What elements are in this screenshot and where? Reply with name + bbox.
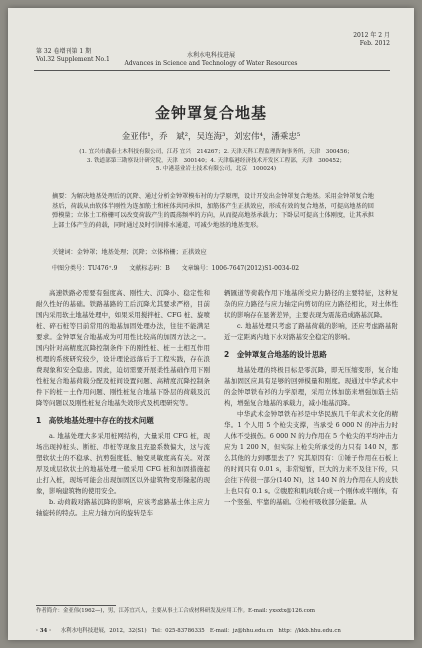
body-column-right bbox=[224, 288, 398, 508]
body-column-left bbox=[36, 288, 210, 519]
journal-page bbox=[8, 8, 414, 640]
header-date bbox=[353, 32, 390, 48]
clc-number: 中图分类号：TU476⁺.9 bbox=[52, 265, 118, 272]
paragraph: 高速铁路必需要有强度高、刚性大、沉降小、稳定性和耐久性好的基础。铁路基路的工后沉降尤其要求严格，目前国内采用软土地基处理中，如果采用搅拌桩、CFG 桩、旋喷桩、碎石桩等目前常用的地基加固处理办法，往往不能满足要求。金钟罩复合地基成为可用性比较高的加固方法之一。国内针对高精度沉降控制条件下的刚性桩、桩－土相互作用机理的系统研究较少，设计理论远落后于工程实践，存在浪费现象和安全隐患。因此，迫切需要开展柔性基础作用下刚性桩复合地基荷载分配及桩间设置问题、高精度沉降控制条件下的桩－土作用问题、刚性桩复合地基下卧层的荷载及沉降等问题以及刚性桩复合地基失效形式及机理研究等。 bbox=[36, 289, 210, 407]
page-footer bbox=[36, 628, 390, 635]
footnote-divider bbox=[36, 605, 116, 606]
volume-cn: 第 32 卷增刊第 1 期 bbox=[36, 48, 92, 55]
author-affiliations bbox=[48, 148, 384, 174]
article-title: 金钟罩复合地基 bbox=[154, 104, 267, 122]
date-cn: 2012 年 2 月 bbox=[353, 32, 390, 39]
journal-cn: 水利水电科技进展 bbox=[186, 52, 235, 59]
article-authors: 金亚伟¹，乔 斌²，吴连海³，刘宏伟⁴，潘乘忠⁵ bbox=[121, 132, 301, 142]
paragraph: a. 地基处理大多采用桩网结构，大量采用 CFG 桩，现场出现掉桩头、断桩、串桩等现象且充盈系数偏大，这与流塑软状土的不稳承、抗剪强度低、触变灵敏度高有关。对深厚及成层软状土的地基处理一般采用 CFG 桩和加固措施起止打入桩，现场可能会出现加固区以外建筑物变形隆起的现象，影响建筑物的使用安全。 bbox=[36, 432, 210, 495]
page-number: · 34 · bbox=[36, 628, 52, 634]
section-heading: 1 高铁地基处理中存在的技术问题 bbox=[36, 416, 154, 425]
paragraph: c. 地基处理只考虑了路基荷载的影响，还应考虑路基附近一定距离内地下水对路基安全稳定的影响。 bbox=[224, 322, 398, 341]
volume-en: Vol.32 Supplement No.1 bbox=[36, 56, 110, 63]
footer-email[interactable]: E-mail：jz@hhu.edu.cn bbox=[209, 628, 274, 634]
classification-line bbox=[52, 264, 374, 273]
journal-en: Advances in Science and Technology of Water Resources bbox=[124, 60, 298, 67]
keywords: 关键词：金钟罩；地基处理；沉降；立体格栅；正拱效应 bbox=[52, 249, 207, 256]
footer-url[interactable]: http：//kkb.hhu.edu.cn bbox=[278, 628, 341, 634]
author-footnote: 作者简介：金亚伟(1962—)，男，江苏宜兴人，主要从事土工合成材料研发及应用工作。E-mail: yxsxtx@126.com bbox=[36, 608, 316, 614]
paragraph: 地基处理的终极目标是零沉降，即无压缩变形，复合地基加固区应具有足够的回弹模量和刚度。现通过中华武术中的金钟罩铁布衫的力学原理，采用立体加筋来增强加筋土结构，增强复合地基的承载力，减小地基沉降。 bbox=[224, 366, 398, 407]
header-divider bbox=[34, 70, 390, 71]
date-en: Feb. 2012 bbox=[359, 40, 390, 47]
footer-journal: 水利水电科技进展，2012，32(S1) bbox=[60, 628, 147, 634]
paragraph: b. 动荷载对路基沉降的影响，应该考虑路基土体主应力轴旋转的特点。主应力轴方向的旋转是车 bbox=[36, 498, 210, 517]
affiliation-line: 5. 中港基业岩土技术有限公司，北京 100024) bbox=[155, 166, 277, 172]
paragraph: 中华武术金钟罩铁布衫是中华民族几千年武术文化的精华。1 个人用 5 个枪尖支撑，当承受 6 000 N 的冲击力时人体不受损伤。6 000 N 的力作用在 5 个枪尖的平均冲击力应为 1 200 N，但实际上枪尖所承受的力只有 140 N，那么其他的力到哪里去了？究其原因有：①锤子作用在石板上的时间只有 0.01 s，非常短暂，巨大的力来不及往下传，只会往下传很一部分(140 N)，这 140 N 的力作用在人的皮肤上也只有 0.1 s。②腹腔和肌肉联合成一个刚体或半刚体，有一个竖强、牢靠的基础。③枪杆吸收部分能量。从 bbox=[224, 410, 398, 506]
paragraph: 辆匯道等荷载作用下地基所受应力路径的主要特征，这种复杂的应力路径与应力轴定向剪切的应力路径相比，对土体性状的影响存在显著差异，主要表现为震荡造成路基沉降。 bbox=[224, 289, 398, 319]
affiliation-line: (1. 宜兴市鑫泰土木科技有限公司，江苏 宜兴 214267；2. 天津天科工程监理咨询事务所，天津 300456； bbox=[79, 149, 353, 155]
footer-tel: Tel：025-83786335 bbox=[151, 628, 205, 634]
article-number: 文章编号：1006-7647(2012)S1-0034-02 bbox=[181, 265, 300, 272]
document-code: 文献标志码：B bbox=[129, 265, 170, 272]
affiliation-line: 3. 铁道部第三勘察设计研究院，天津 300140；4. 天津临港经济技术开发区工程部，天津 300452； bbox=[86, 157, 346, 164]
abstract: 摘要：为解决地基处理后的沉降、通过分析金钟罩模布衬的力学原理，设计开发出金钟罩复合地基。采用金钟罩复合地基后，荷载从由软体半刚性为连加筋土和桩体共同承担，加筋体产生正拱效应，形成有效的复合地基，可提高地基的回弹模量；立体土工格栅可以改变荷载产生的震荡频率的方向，从而提高地基承载力；下卧层可提高土体刚度，让其承担上部土体产生的荷载，同时通过及时引间排水通道，可减少地基的地基变形。 bbox=[52, 193, 374, 229]
section-heading: 2 金钟罩复合地基的设计思路 bbox=[224, 350, 327, 359]
header-journal bbox=[8, 52, 414, 68]
